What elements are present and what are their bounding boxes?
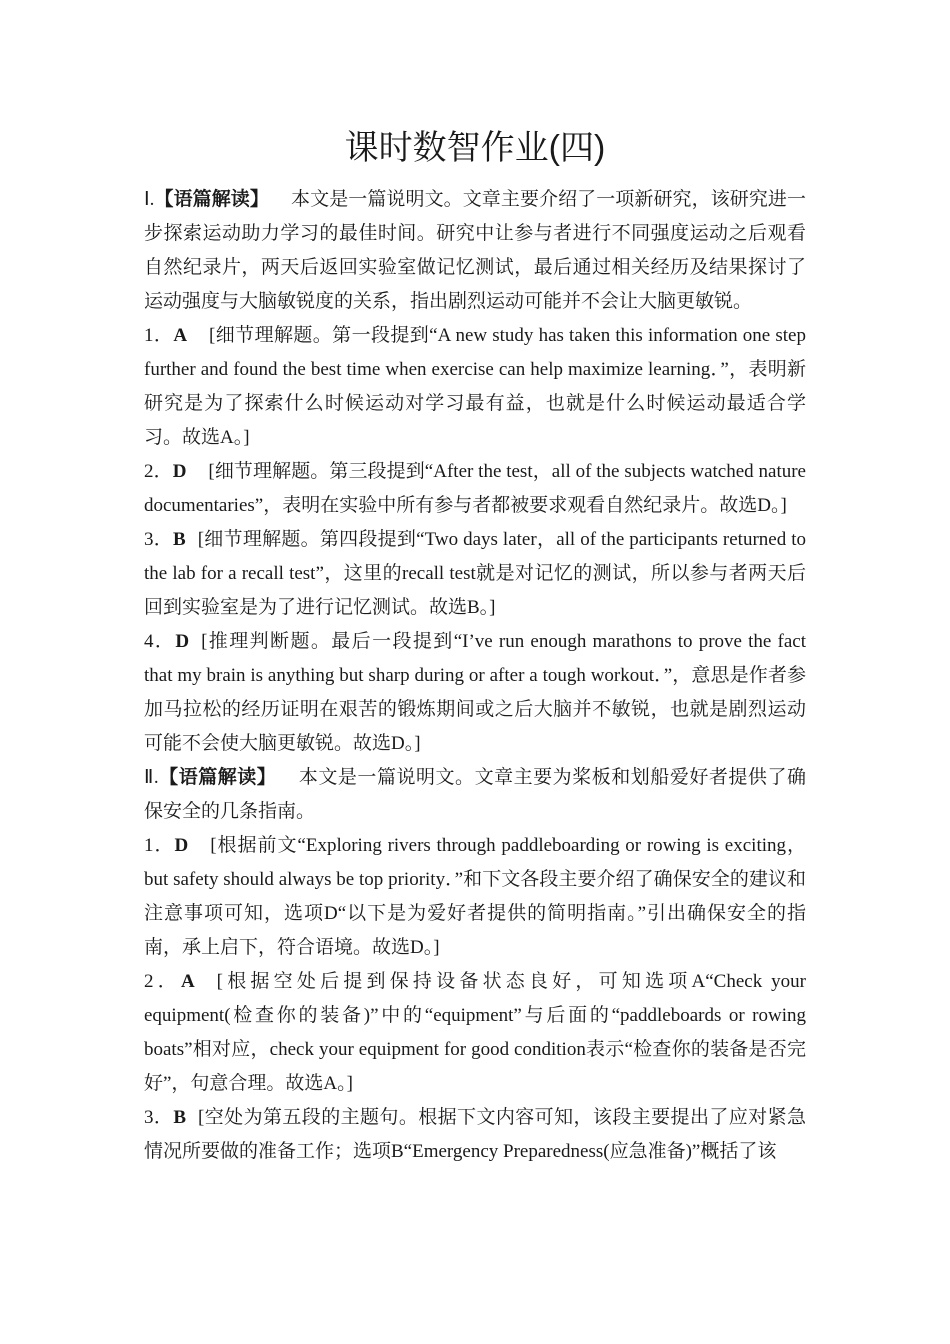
section-1-text: 本文是一篇说明文。文章主要介绍了一项新研究，该研究进一步探索运动助力学习的最佳时间。研究中让参与者进行不同强度运动之后观看自然纪录片，两天后返回实验室做记忆测试，最后通过相关经历及结果探讨了运动强度与大脑敏锐度的关系，指出剧烈运动可能并不会让大脑更敏锐。 (144, 189, 806, 312)
answer-item (144, 455, 806, 523)
answer-letter: B (173, 529, 186, 550)
section-2-tag: 【语篇解读】 (158, 767, 277, 788)
section-2-number: Ⅱ. (144, 767, 159, 788)
section-1-intro (144, 183, 806, 319)
page-title: 课时数智作业(四) (344, 129, 606, 167)
answer-number: 1． (144, 835, 175, 856)
answer-item (144, 965, 806, 1101)
answer-explanation: [细节理解题。第一段提到“A new study has taken this information one step further and found the best time when exercise can help maximize learning．”，表明新研究是为了探索什么时候运动对学习最有益，也就是什么时候运动最适合学习。故选A。] (144, 325, 806, 448)
section-1-tag: 【语篇解读】 (154, 189, 269, 210)
answer-number: 3． (144, 529, 174, 550)
section-1-number: Ⅰ. (144, 189, 155, 210)
document-body (144, 183, 806, 1169)
section-2-intro (144, 761, 806, 829)
answer-explanation: [根据前文“Exploring rivers through paddleboarding or rowing is exciting，but safety should always be top priority．”和下文各段主要介绍了确保安全的建议和注意事项可知，选项D“以下是为爱好者提供的简明指南。”引出确保安全的指南，承上启下，符合语境。故选D。] (144, 835, 806, 958)
answer-letter: A (180, 971, 195, 992)
answer-item (144, 625, 806, 761)
answer-letter: D (175, 631, 190, 652)
answer-letter: D (172, 461, 187, 482)
answer-number: 3． (144, 1107, 174, 1128)
answer-explanation: [空处为第五段的主题句。根据下文内容可知，该段主要提出了应对紧急情况所要做的准备工作；选项B“Emergency Preparedness(应急准备)”概括了该 (144, 1107, 806, 1162)
answer-item (144, 523, 806, 625)
answer-explanation: [推理判断题。最后一段提到“I’ve run enough marathons to prove the fact that my brain is anything but sharp during or after a tough workout．”，意思是作者参加马拉松的经历证明在艰苦的锻炼期间或之后大脑并不敏锐，也就是剧烈运动可能不会使大脑更敏锐。故选D。] (144, 631, 806, 754)
answer-number: 2． (144, 461, 173, 482)
answer-explanation: [细节理解题。第四段提到“Two days later，all of the participants returned to the lab for a recall test”，这里的recall test就是对记忆的测试，所以参与者两天后回到实验室是为了进行记忆测试。故选B。] (144, 529, 806, 618)
answer-item (144, 829, 806, 965)
answer-letter: A (173, 325, 188, 346)
answer-item (144, 319, 806, 455)
answer-item (144, 1101, 806, 1169)
answer-number: 4． (144, 631, 176, 652)
answer-explanation: [细节理解题。第三段提到“After the test，all of the subjects watched nature documentaries”，表明在实验中所有参与者都被要求观看自然纪录片。故选D。] (144, 461, 806, 516)
answer-number: 2． (144, 971, 181, 992)
section-2-text: 本文是一篇说明文。文章主要为桨板和划船爱好者提供了确保安全的几条指南。 (144, 767, 806, 822)
answer-letter: B (173, 1107, 187, 1128)
answer-number: 1． (144, 325, 174, 346)
answer-explanation: [根据空处后提到保持设备状态良好，可知选项A“Check your equipment(检查你的装备)”中的“equipment”与后面的“paddleboards or rowing boats”相对应，check your equipment for good condition表示“检查你的装备是否完好”，句意合理。故选A。] (144, 971, 806, 1094)
answer-letter: D (174, 835, 189, 856)
